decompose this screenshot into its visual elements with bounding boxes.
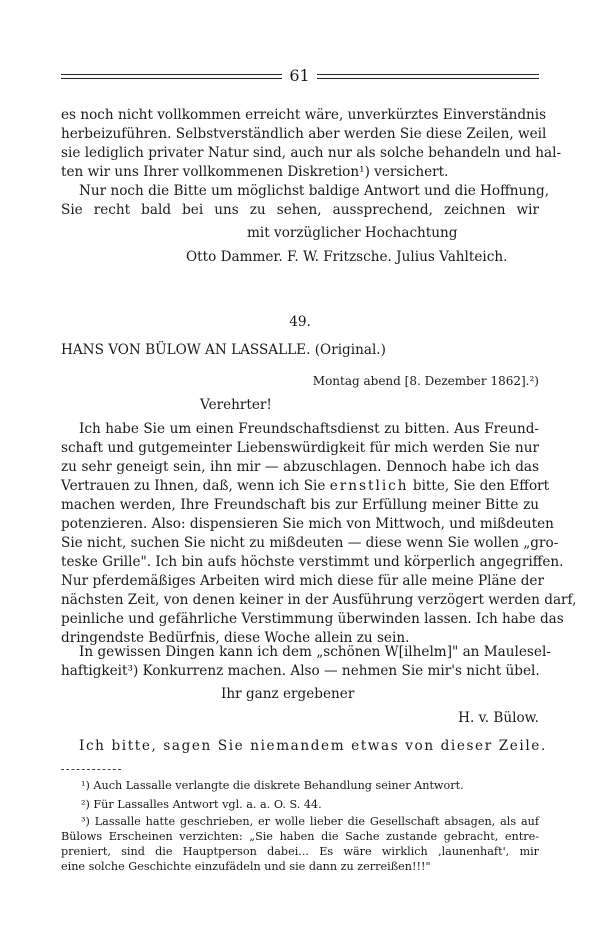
text-line: Ich habe Sie um einen Freundschaftsdienst zu bitten. Aus Freund- <box>79 421 539 437</box>
text-line: sie lediglich privater Natur sind, auch nur als solche behandeln und hal- <box>61 145 562 161</box>
text-line: peinliche und gefährliche Verstimmung überwinden lassen. Ich habe das <box>61 611 564 627</box>
text-line: haftigkeit³) Konkurrenz machen. Also — nehmen Sie mir's nicht übel. <box>61 663 540 679</box>
text-line: es noch nicht vollkommen erreicht wäre, unverkürztes Einverständnis <box>61 107 547 123</box>
text-line: schaft und gutgemeinter Liebenswürdigkeit für mich werden Sie nur <box>61 440 539 456</box>
text-line: machen werden, Ihre Freundschaft bis zur Erfüllung meiner Bitte zu <box>61 497 539 513</box>
text-line: Nur pferdemäßiges Arbeiten wird mich diese für alle meine Pläne der <box>61 573 544 589</box>
letter-title: HANS VON BÜLOW AN LASSALLE. (Original.) <box>61 342 386 358</box>
footnote-line: ²) Für Lassalles Antwort vgl. a. a. O. S. 44. <box>81 798 322 811</box>
text-line <box>61 477 550 496</box>
footnote-line: ¹) Auch Lassalle verlangte die diskrete Behandlung seiner Antwort. <box>81 779 464 792</box>
text-line: Sie recht bald bei uns zu sehen, aussprechend, zeichnen wir <box>61 202 539 218</box>
text-line: nächsten Zeit, von denen keiner in der Ausführung verzögert werden darf, <box>61 592 577 608</box>
text-line: Sie nicht, suchen Sie nicht zu mißdeuten — diese wenn Sie wollen „gro- <box>61 535 559 551</box>
letter-dateline: Montag abend [8. Dezember 1862].²) <box>312 374 539 388</box>
text-line: dringendste Bedürfnis, diese Woche allein zu sein. <box>61 630 410 646</box>
header-rule-left <box>61 74 282 79</box>
letter-number: 49. <box>289 314 311 330</box>
text-line: zu sehr geneigt sein, ihn mir — abzuschlagen. Dennoch habe ich das <box>61 459 539 475</box>
footnote-separator <box>61 769 121 770</box>
text-line: Nur noch die Bitte um möglichst baldige Antwort und die Hoffnung, <box>79 183 550 199</box>
text-fragment: Vertrauen zu Ihnen, daß, wenn ich Sie <box>61 478 326 494</box>
footnote-line: eine solche Geschichte einzufädeln und sie dann zu zerreißen!!!" <box>61 860 431 873</box>
letter48-paragraph-2 <box>61 182 550 220</box>
running-header <box>61 66 539 86</box>
emphasis-word: ernstlich <box>329 478 409 494</box>
text-line: In gewissen Dingen kann ich dem „schönen W[ilhelm]" an Maulesel- <box>79 644 551 660</box>
letter48-signatures: Otto Dammer. F. W. Fritzsche. Julius Vahlteich. <box>186 249 508 265</box>
text-line: potenzieren. Also: dispensieren Sie mich von Mittwoch, und mißdeuten <box>61 516 554 532</box>
text-fragment: bitte, Sie den Effort <box>412 478 550 494</box>
footnote-1 <box>61 778 539 793</box>
footnote-3 <box>61 814 539 874</box>
header-rule-right <box>317 74 539 79</box>
page-number: 61 <box>289 66 310 85</box>
text-line: ten wir uns Ihrer vollkommenen Diskretion¹) versichert. <box>61 164 449 180</box>
letter48-closing: mit vorzüglicher Hochachtung <box>247 225 458 241</box>
text-line: herbeizuführen. Selbstverständlich aber werden Sie diese Zeilen, weil <box>61 126 547 142</box>
letter48-paragraph-1 <box>61 106 562 182</box>
letter49-closing: Ihr ganz ergebener <box>221 686 355 702</box>
letter49-signature: H. v. Bülow. <box>458 710 539 726</box>
text-line: teske Grille". Ich bin aufs höchste verstimmt und körperlich angegriffen. <box>61 554 564 570</box>
footnote-line: ³) Lassalle hatte geschrieben, er wolle lieber die Gesellschaft absagen, als auf <box>81 815 539 828</box>
letter49-paragraph-2 <box>61 643 551 681</box>
footnote-line: preniert, sind die Hauptperson dabei... Es wäre wirklich ‚launenhaft', mir <box>61 845 539 858</box>
letter49-postscript: Ich bitte, sagen Sie niemandem etwas von dieser Zeile. <box>79 738 547 754</box>
footnote-2 <box>61 797 539 812</box>
footnote-line: Bülows Erscheinen verzichten: „Sie haben die Sache zustande gebracht, entre- <box>61 830 539 843</box>
letter49-paragraph-1 <box>61 420 577 648</box>
letter-salutation: Verehrter! <box>200 397 272 413</box>
